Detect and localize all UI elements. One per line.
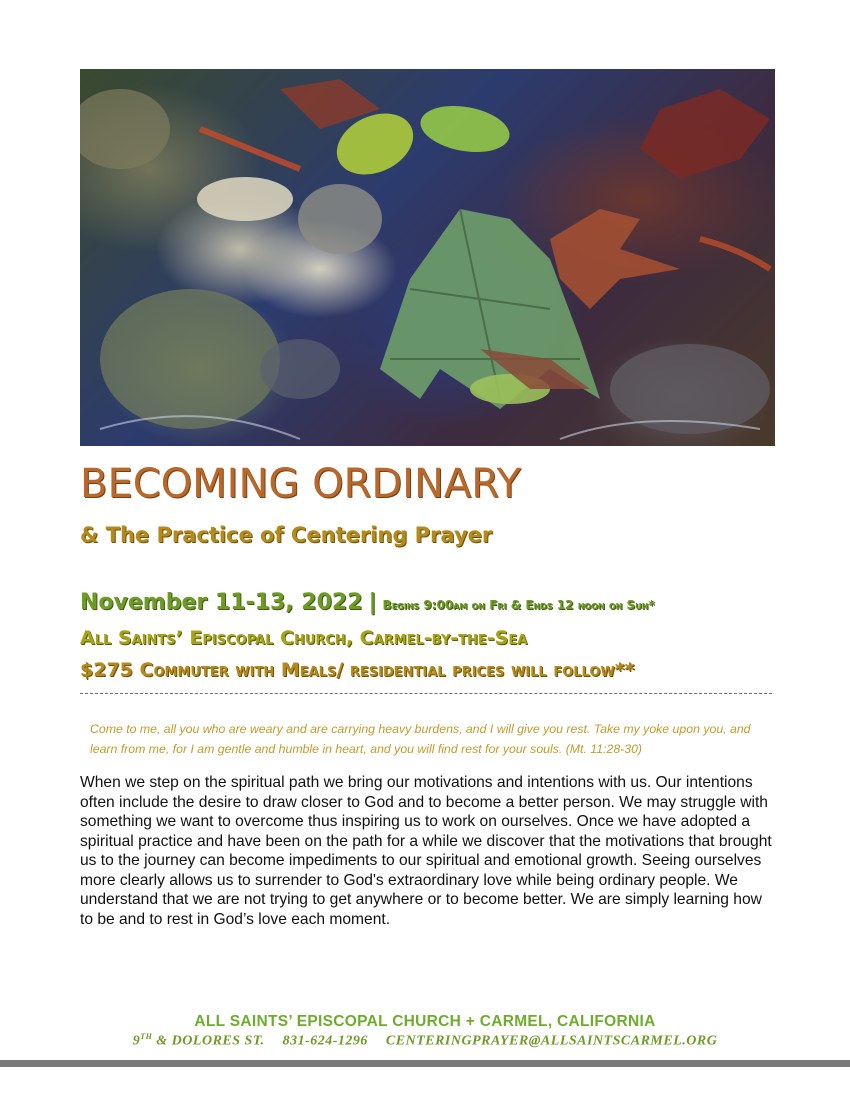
email-address[interactable]: CENTERINGPRAYER@ALLSAINTSCARMEL.ORG: [385, 1033, 718, 1049]
dashed-divider: [80, 693, 772, 694]
event-price: $275 Commuter with Meals/ residential prices will follow**: [80, 659, 635, 681]
event-venue: All Saints’ Episcopal Church, Carmel-by-the-Sea: [80, 627, 528, 649]
scripture-quote: Come to me, all you who are weary and are carrying heavy burdens, and I will give you rest. Take my yoke upon you, and learn from me, for I am gentle and humble in heart, and you will find rest for your souls. (Mt. 11:28-30): [90, 722, 751, 756]
footer-church-name: ALL SAINTS’ EPISCOPAL CHURCH + CARMEL, CALIFORNIA: [194, 1013, 656, 1030]
description-paragraph: When we step on the spiritual path we bring our motivations and intentions with us. Our intentions often include the desire to draw closer to God and to become a better person. We may struggle with something we want to overcome thus inspiring us to work on ourselves. Once we have adopted a spiritual practice and have been on the path for a while we discover that the motivations that brought us to the journey can become impediments to our spiritual and emotional growth. Seeing ourselves more clearly allows us to surrender to God's extraordinary love while being ordinary people. We understand that we are not trying to get anywhere or to become better. We are simply learning how to be and to rest in God’s love each moment.: [80, 774, 772, 928]
leaves-illustration: [80, 69, 775, 446]
hero-photo: [80, 69, 775, 446]
page-title: BECOMING ORDINARY: [80, 461, 521, 507]
event-date-range: November 11-13, 2022: [80, 590, 363, 615]
footer-address: [0, 1032, 850, 1050]
street-number: 9: [132, 1033, 141, 1049]
street-suffix: TH: [140, 1032, 153, 1041]
event-date: [80, 590, 655, 615]
date-separator: |: [368, 590, 377, 615]
bottom-bar: [0, 1060, 850, 1067]
street-name: & DOLORES ST.: [156, 1033, 265, 1049]
page-subtitle: & The Practice of Centering Prayer: [80, 523, 493, 547]
event-time-detail: Begins 9:00am on Fri & Ends 12 noon on Sun*: [382, 598, 655, 612]
phone-number: 831-624-1296: [282, 1033, 368, 1049]
